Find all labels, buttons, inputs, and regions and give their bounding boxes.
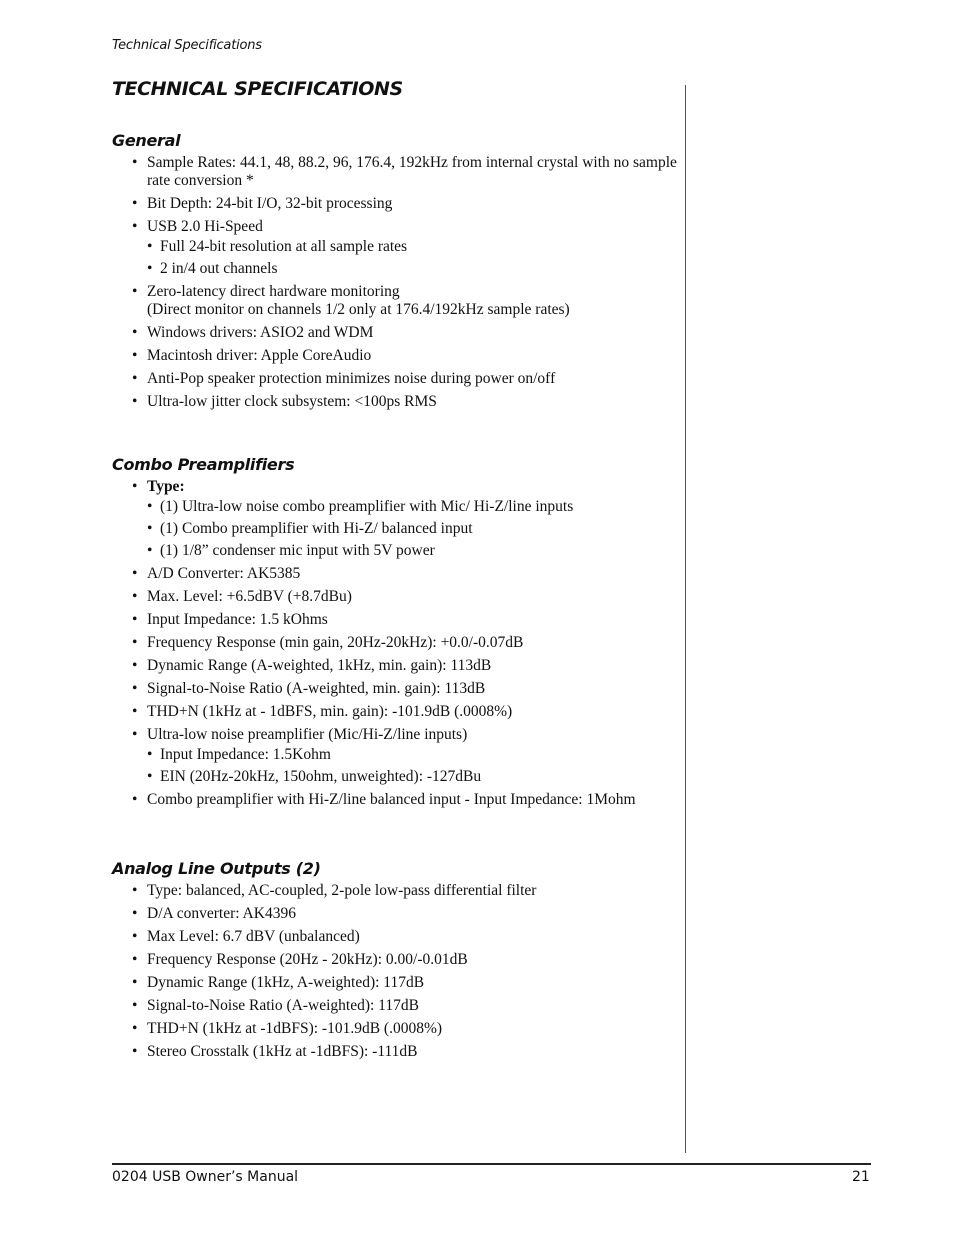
list-item: [112, 905, 682, 923]
list-item: [112, 951, 682, 969]
list-item: [112, 882, 682, 900]
vertical-rule: [685, 85, 686, 1153]
list-item-text: Type:: [147, 478, 185, 495]
list-item-text: USB 2.0 Hi-Speed: [147, 218, 263, 235]
sub-list-item: • Full 24-bit resolution at all sample rates: [147, 238, 682, 256]
section-heading-combo: Combo Preamplifiers: [112, 455, 295, 474]
list-item-text: Signal-to-Noise Ratio (A-weighted, min. gain): 113dB: [147, 680, 486, 697]
section-heading-analog: Analog Line Outputs (2): [112, 859, 321, 878]
section-general: [112, 131, 682, 416]
page-title: TECHNICAL SPECIFICATIONS: [112, 78, 403, 100]
list-item: [112, 974, 682, 992]
list-item-text: Stereo Crosstalk (1kHz at -1dBFS): -111dB: [147, 1043, 418, 1060]
list-item-text: D/A converter: AK4396: [147, 905, 296, 922]
sub-list-item: • 2 in/4 out channels: [147, 260, 682, 278]
sub-list-item: • EIN (20Hz-20kHz, 150ohm, unweighted): -127dBu: [147, 768, 682, 786]
combo-list: [112, 478, 682, 809]
sub-list-item: • Input Impedance: 1.5Kohm: [147, 746, 682, 764]
sub-list: [147, 238, 682, 278]
list-item-text: (Direct monitor on channels 1/2 only at 176.4/192kHz sample rates): [147, 301, 570, 318]
list-item-text: Frequency Response (min gain, 20Hz-20kHz): +0.0/-0.07dB: [147, 634, 524, 651]
sub-list-item: • (1) 1/8” condenser mic input with 5V power: [147, 542, 682, 560]
list-item-text: THD+N (1kHz at - 1dBFS, min. gain): -101.9dB (.0008%): [147, 703, 513, 720]
list-item-text: Type: balanced, AC-coupled, 2-pole low-pass differential filter: [147, 882, 537, 899]
list-item: [112, 997, 682, 1015]
list-item: [112, 657, 682, 675]
list-item: [112, 393, 682, 411]
list-item-text: Input Impedance: 1.5 kOhms: [147, 611, 328, 628]
list-item: [112, 680, 682, 698]
list-item-text: Dynamic Range (A-weighted, 1kHz, min. gain): 113dB: [147, 657, 492, 674]
list-item-text: Max. Level: +6.5dBV (+8.7dBu): [147, 588, 352, 605]
list-item-text: Ultra-low jitter clock subsystem: <100ps RMS: [147, 393, 437, 410]
list-item-text: Dynamic Range (1kHz, A-weighted): 117dB: [147, 974, 425, 991]
list-item-text: Windows drivers: ASIO2 and WDM: [147, 324, 374, 341]
section-combo-preamplifiers: [112, 455, 682, 814]
list-item-text: Signal-to-Noise Ratio (A-weighted): 117dB: [147, 997, 419, 1014]
list-item: [112, 370, 682, 388]
list-item-text: THD+N (1kHz at -1dBFS): -101.9dB (.0008%): [147, 1020, 443, 1037]
list-item: [112, 791, 682, 809]
section-heading-general: General: [112, 131, 181, 150]
list-item: [112, 324, 682, 342]
running-head: Technical Specifications: [112, 38, 262, 53]
list-item: [112, 283, 682, 319]
sub-list: [147, 498, 682, 560]
list-item: [112, 154, 682, 190]
footer-manual-title: 0204 USB Owner’s Manual: [112, 1169, 299, 1185]
list-item: [112, 1020, 682, 1038]
list-item-text: Ultra-low noise preamplifier (Mic/Hi-Z/line inputs): [147, 726, 468, 743]
list-item-text: Macintosh driver: Apple CoreAudio: [147, 347, 372, 364]
list-item-text: Anti-Pop speaker protection minimizes noise during power on/off: [147, 370, 556, 387]
list-item: [112, 726, 682, 786]
list-item-text: Frequency Response (20Hz - 20kHz): 0.00/-0.01dB: [147, 951, 468, 968]
section-analog-line-outputs: [112, 859, 682, 1066]
list-item: [112, 1043, 682, 1061]
list-item-text: Max Level: 6.7 dBV (unbalanced): [147, 928, 360, 945]
list-item: [112, 195, 682, 213]
general-list: [112, 154, 682, 411]
page-number: 21: [852, 1169, 870, 1185]
list-item: [112, 478, 682, 560]
list-item-text: Combo preamplifier with Hi-Z/line balanced input - Input Impedance: 1Mohm: [147, 791, 636, 808]
list-item-text: A/D Converter: AK5385: [147, 565, 301, 582]
list-item-text: Sample Rates: 44.1, 48, 88.2, 96, 176.4, 192kHz from internal crystal with no sample rate conversion *: [147, 154, 677, 189]
list-item: [112, 634, 682, 652]
list-item-text: Bit Depth: 24-bit I/O, 32-bit processing: [147, 195, 393, 212]
list-item: [112, 347, 682, 365]
list-item: [112, 218, 682, 278]
list-item: [112, 565, 682, 583]
sub-list: [147, 746, 682, 786]
analog-list: [112, 882, 682, 1061]
list-item: [112, 588, 682, 606]
sub-list-item: • (1) Ultra-low noise combo preamplifier with Mic/ Hi-Z/line inputs: [147, 498, 682, 516]
sub-list-item: • (1) Combo preamplifier with Hi-Z/ balanced input: [147, 520, 682, 538]
list-item-text: Zero-latency direct hardware monitoring: [147, 283, 400, 300]
list-item: [112, 611, 682, 629]
list-item: [112, 703, 682, 721]
footer-rule: [112, 1163, 871, 1165]
list-item: [112, 928, 682, 946]
